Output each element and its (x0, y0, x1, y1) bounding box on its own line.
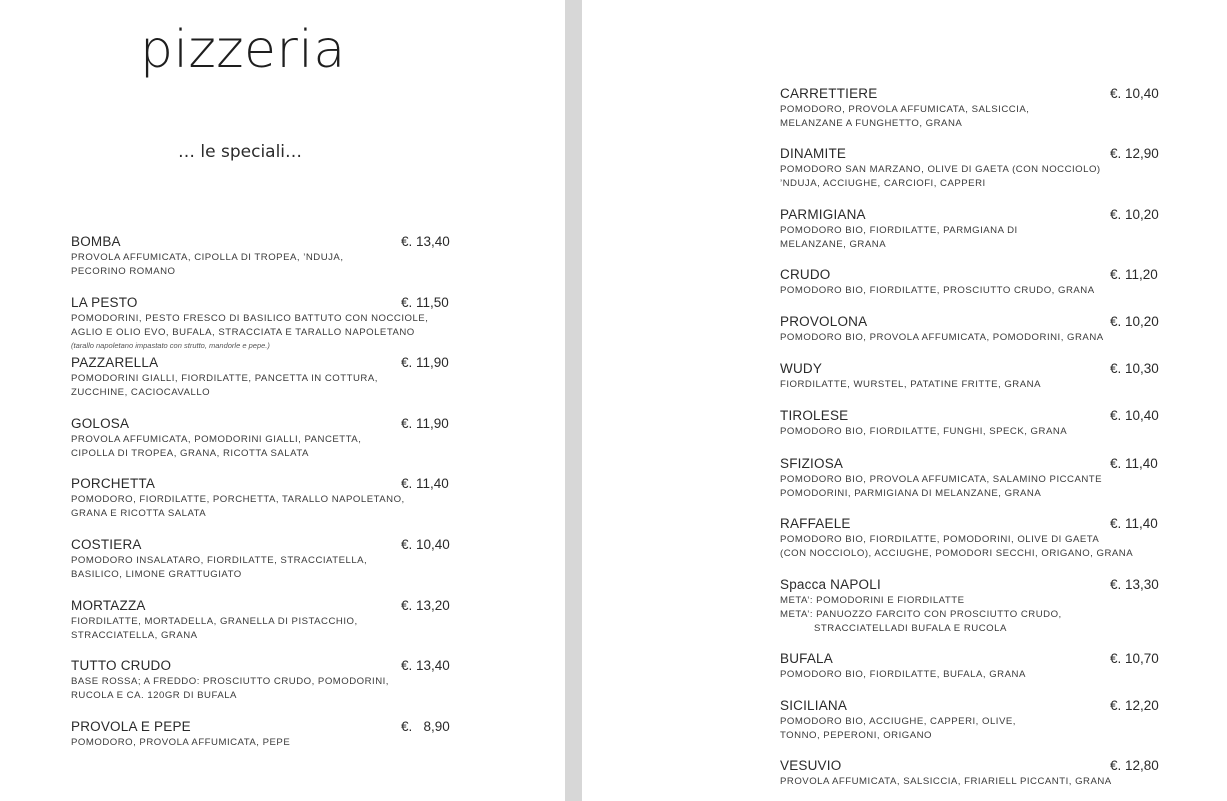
menu-item-price: €. 13,30 (1110, 577, 1159, 592)
menu-item (71, 354, 471, 415)
menu-item-description: PROVOLA AFFUMICATA, POMODORINI GIALLI, PANCETTA, CIPOLLA DI TROPEA, GRANA, RICOTTA SALATA (71, 433, 362, 459)
section-subtitle: … le speciali… (178, 142, 303, 162)
menu-item-price: €. 8,90 (401, 718, 450, 734)
menu-item-price: €. 13,40 (401, 658, 450, 674)
menu-item-price: €. 10,30 (1110, 361, 1159, 376)
menu-item-price: €. 10,20 (1110, 207, 1159, 222)
menu-page-right (582, 0, 1227, 801)
menu-item (71, 294, 471, 355)
menu-item-description: BASE ROSSA; A FREDDO: PROSCIUTTO CRUDO, POMODORINI, RUCOLA E CA. 120GR DI BUFALA (71, 676, 389, 702)
menu-item-description: POMODORO SAN MARZANO, OLIVE DI GAETA (CON NOCCIOLO) ’NDUJA, ACCIUGHE, CARCIOFI, CAPPERI (780, 164, 1101, 189)
page-gutter (565, 0, 582, 801)
menu-item-name: MORTAZZA (71, 597, 146, 613)
menu-item-description: POMODORO BIO, FIORDILATTE, POMODORINI, OLIVE DI GAETA (CON NOCCIOLO), ACCIUGHE, POMODORI SECCHI, ORIGANO, GRANA (780, 534, 1134, 559)
menu-item (71, 233, 471, 294)
menu-item-description: POMODORO, PROVOLA AFFUMICATA, SALSICCIA, MELANZANE A FUNGHETTO, GRANA (780, 104, 1030, 129)
menu-item (780, 455, 1200, 515)
menu-item (780, 697, 1200, 757)
menu-item-description: POMODORO BIO, ACCIUGHE, CAPPERI, OLIVE, TONNO, PEPERONI, ORIGANO (780, 716, 1016, 741)
menu-item (71, 718, 471, 779)
page-title: pizzeria (140, 20, 346, 80)
menu-list-right (780, 85, 1200, 797)
menu-item-price: €. 11,90 (401, 415, 449, 431)
menu-item-name: PROVOLONA (780, 314, 868, 329)
menu-item-name: TIROLESE (780, 408, 849, 423)
menu-item-name: TUTTO CRUDO (71, 658, 172, 674)
menu-item (780, 757, 1200, 797)
menu-item-price: €. 13,20 (401, 597, 450, 613)
menu-item-description: PROVOLA AFFUMICATA, SALSICCIA, FRIARIELL PICCANTI, GRANA (780, 776, 1112, 787)
menu-item-description: POMODORO BIO, FIORDILATTE, BUFALA, GRANA (780, 669, 1026, 680)
menu-item-name: VESUVIO (780, 758, 842, 773)
menu-item-name: LA PESTO (71, 294, 138, 310)
menu-item-description: POMODORO BIO, FIORDILATTE, PROSCIUTTO CRUDO, GRANA (780, 285, 1095, 296)
menu-item-description: POMODORINI, PESTO FRESCO DI BASILICO BATTUTO CON NOCCIOLE, AGLIO E OLIO EVO, BUFALA, STRACCIATA E TARALLO NAPOLETANO (71, 312, 429, 338)
menu-item-name: GOLOSA (71, 415, 130, 431)
menu-item-price: €. 11,20 (1110, 267, 1158, 282)
menu-item-name: BOMBA (71, 234, 121, 249)
menu-item (780, 407, 1200, 455)
menu-item-description: POMODORO BIO, FIORDILATTE, PARMGIANA DI MELANZANE, GRANA (780, 225, 1018, 250)
menu-item (71, 597, 471, 658)
menu-item-description: FIORDILATTE, WURSTEL, PATATINE FRITTE, GRANA (780, 379, 1041, 390)
menu-item (780, 145, 1200, 206)
menu-item (780, 313, 1200, 360)
menu-item-description: META’: POMODORINI E FIORDILATTE META’: PANUOZZO FARCITO CON PROSCIUTTO CRUDO, (780, 595, 1062, 620)
menu-item (780, 85, 1200, 145)
menu-item-name: CARRETTIERE (780, 86, 878, 101)
menu-item-description-continued: STRACCIATELLADI BUFALA E RUCOLA (814, 623, 1007, 634)
menu-item-description: PROVOLA AFFUMICATA, CIPOLLA DI TROPEA, ’NDUJA, PECORINO ROMANO (71, 252, 344, 277)
menu-item-price: €. 10,70 (1110, 651, 1159, 666)
menu-item-name: PROVOLA E PEPE (71, 718, 191, 734)
menu-item-name: WUDY (780, 361, 823, 376)
menu-item-description: POMODORINI GIALLI, FIORDILATTE, PANCETTA IN COTTURA, ZUCCHINE, CACIOCAVALLO (71, 373, 378, 399)
menu-item-price: €. 10,40 (1110, 86, 1159, 101)
menu-item (780, 360, 1200, 407)
menu-item (780, 650, 1200, 697)
menu-item-price: €. 12,80 (1110, 758, 1159, 773)
menu-item-description: POMODORO BIO, FIORDILATTE, FUNGHI, SPECK, GRANA (780, 426, 1068, 437)
menu-item-price: €. 10,40 (401, 536, 450, 552)
menu-item (780, 515, 1200, 576)
menu-item-price: €. 10,20 (1110, 314, 1159, 329)
menu-list-left (71, 233, 471, 778)
menu-item-name: DINAMITE (780, 146, 847, 161)
menu-item-price: €. 11,40 (1110, 516, 1158, 531)
menu-item-price: €. 10,40 (1110, 408, 1159, 423)
menu-item-name: SFIZIOSA (780, 456, 844, 471)
menu-item-price: €. 12,90 (1110, 146, 1159, 161)
menu-item (71, 475, 471, 536)
menu-item-description: FIORDILATTE, MORTADELLA, GRANELLA DI PISTACCHIO, STRACCIATELLA, GRANA (71, 615, 358, 641)
menu-item-description: POMODORO, PROVOLA AFFUMICATA, PEPE (71, 736, 291, 748)
menu-item (71, 536, 471, 597)
menu-item-description: POMODORO BIO, PROVOLA AFFUMICATA, SALAMINO PICCANTE POMODORINI, PARMIGIANA DI MELANZANE, GRANA (780, 474, 1103, 499)
menu-item-description: POMODORO INSALATARO, FIORDILATTE, STRACCIATELLA, BASILICO, LIMONE GRATTUGIATO (71, 554, 368, 580)
menu-item-name: PARMIGIANA (780, 207, 866, 222)
menu-item-description: POMODORO BIO, PROVOLA AFFUMICATA, POMODORINI, GRANA (780, 332, 1104, 343)
menu-item (71, 415, 471, 476)
menu-item-price: €. 13,40 (401, 234, 450, 249)
menu-item-name: PORCHETTA (71, 476, 156, 492)
menu-item (780, 206, 1200, 266)
menu-item-name: SICILIANA (780, 698, 848, 713)
menu-item (71, 657, 471, 718)
menu-item-name: Spacca NAPOLI (780, 577, 881, 592)
menu-item-note: (tarallo napoletano impastato con strutto, mandorle e pepe.) (71, 340, 270, 350)
menu-item-name: CRUDO (780, 267, 831, 282)
menu-item-price: €. 11,40 (401, 476, 449, 492)
menu-item-price: €. 11,40 (1110, 456, 1158, 471)
menu-item-price: €. 11,90 (401, 355, 449, 371)
menu-item (780, 266, 1200, 313)
menu-item-name: RAFFAELE (780, 516, 851, 531)
menu-item (780, 576, 1200, 650)
menu-item-name: BUFALA (780, 651, 833, 666)
menu-item-price: €. 11,50 (401, 294, 449, 310)
menu-item-price: €. 12,20 (1110, 698, 1159, 713)
menu-item-name: COSTIERA (71, 536, 142, 552)
menu-item-name: PAZZARELLA (71, 355, 159, 371)
menu-page-left (0, 0, 565, 801)
menu-item-description: POMODORO, FIORDILATTE, PORCHETTA, TARALLO NAPOLETANO, GRANA E RICOTTA SALATA (71, 494, 405, 520)
